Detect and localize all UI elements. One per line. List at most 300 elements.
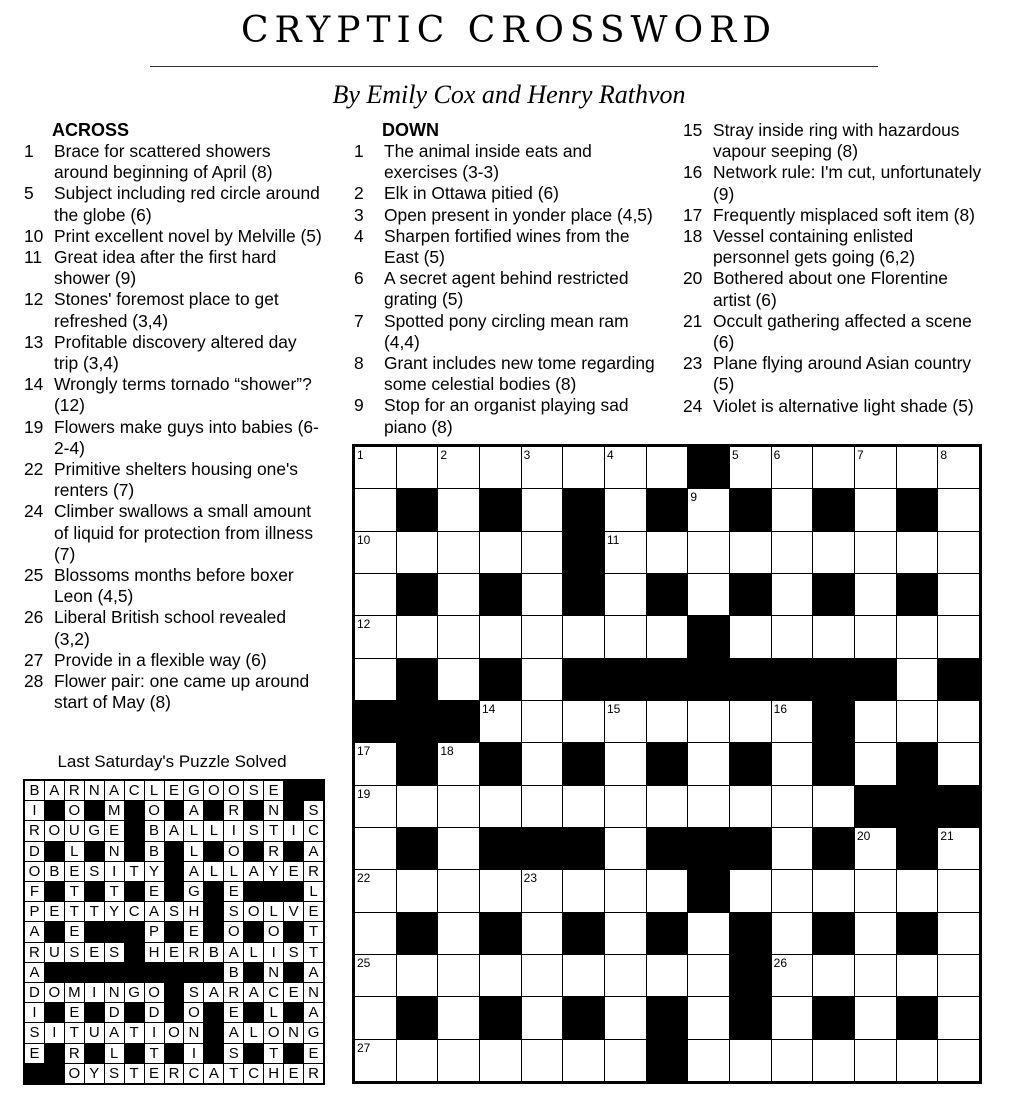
clue-text: Provide in a flexible way (6) — [54, 649, 267, 670]
grid-cell[interactable] — [647, 701, 688, 742]
grid-cell[interactable] — [688, 701, 729, 742]
grid-cell[interactable] — [438, 447, 479, 488]
grid-cell[interactable] — [522, 701, 563, 742]
grid-cell[interactable] — [647, 955, 688, 996]
solved-black-square — [244, 963, 263, 982]
grid-cell[interactable] — [605, 828, 646, 869]
grid-cell[interactable] — [688, 574, 729, 615]
grid-cell[interactable] — [688, 786, 729, 827]
black-square — [688, 870, 729, 911]
grid-cell[interactable] — [647, 616, 688, 657]
grid-cell[interactable] — [813, 870, 854, 911]
grid-cell[interactable] — [855, 1040, 896, 1081]
solved-black-square — [125, 1003, 144, 1022]
solved-letter-cell: S — [244, 821, 263, 840]
cell-number: 27 — [357, 1040, 371, 1055]
clue-number: 24 — [683, 395, 703, 416]
grid-cell[interactable] — [438, 532, 479, 573]
grid-cell[interactable] — [605, 616, 646, 657]
grid-cell[interactable] — [897, 1040, 938, 1081]
solved-black-square — [45, 801, 64, 820]
grid-cell[interactable] — [730, 447, 771, 488]
grid-cell[interactable] — [480, 870, 521, 911]
down-clue — [354, 311, 659, 353]
grid-cell[interactable] — [355, 616, 396, 657]
solved-letter-cell: I — [224, 821, 243, 840]
grid-cell[interactable] — [355, 997, 396, 1038]
grid-cell[interactable] — [772, 532, 813, 573]
grid-cell[interactable] — [355, 828, 396, 869]
grid-cell[interactable] — [522, 1040, 563, 1081]
cell-number: 6 — [773, 448, 781, 462]
solved-letter-cell: T — [65, 882, 84, 901]
down-clue — [683, 353, 983, 395]
down-clue — [683, 205, 983, 226]
solved-black-square — [45, 1044, 64, 1063]
solved-letter-cell: D — [145, 1003, 164, 1022]
cell-number: 4 — [607, 448, 614, 462]
solved-black-square — [284, 1003, 303, 1022]
solved-black-square — [244, 1044, 263, 1063]
grid-cell[interactable] — [688, 913, 729, 954]
grid-cell[interactable] — [730, 786, 771, 827]
solved-letter-cell: H — [184, 902, 203, 921]
clue-text: Vessel containing enlisted personnel gets going (6,2) — [713, 226, 916, 268]
across-clue — [24, 650, 324, 671]
grid-cell[interactable] — [355, 447, 396, 488]
solved-black-square — [284, 882, 303, 901]
black-square — [813, 659, 854, 700]
black-square — [813, 913, 854, 954]
grid-cell[interactable] — [855, 447, 896, 488]
grid-cell[interactable] — [563, 955, 604, 996]
grid-cell[interactable] — [522, 955, 563, 996]
clue-text: Bothered about one Florentine artist (6) — [713, 268, 948, 310]
grid-cell[interactable] — [438, 786, 479, 827]
grid-cell[interactable] — [355, 786, 396, 827]
clue-number: 23 — [683, 353, 703, 374]
grid-cell[interactable] — [438, 1040, 479, 1081]
grid-cell[interactable] — [397, 870, 438, 911]
grid-cell[interactable] — [772, 913, 813, 954]
solved-black-square — [45, 842, 64, 861]
across-clue — [24, 565, 324, 607]
grid-cell[interactable] — [563, 616, 604, 657]
solved-black-square — [165, 983, 184, 1002]
black-square — [522, 828, 563, 869]
grid-cell[interactable] — [355, 574, 396, 615]
solved-letter-cell: N — [184, 1023, 203, 1042]
solved-letter-cell: R — [25, 821, 44, 840]
solved-black-square — [125, 821, 144, 840]
grid-cell[interactable] — [397, 616, 438, 657]
grid-cell[interactable] — [897, 447, 938, 488]
grid-cell[interactable] — [397, 447, 438, 488]
solved-letter-cell: R — [264, 842, 283, 861]
grid-cell[interactable] — [897, 701, 938, 742]
black-square — [855, 786, 896, 827]
grid-cell[interactable] — [772, 828, 813, 869]
solved-letter-cell: E — [105, 821, 124, 840]
grid-cell[interactable] — [563, 786, 604, 827]
grid-cell[interactable] — [772, 701, 813, 742]
solved-letter-cell: O — [165, 1023, 184, 1042]
grid-cell[interactable] — [355, 1040, 396, 1081]
grid-cell[interactable] — [813, 532, 854, 573]
black-square — [563, 489, 604, 530]
grid-cell[interactable] — [813, 447, 854, 488]
grid-cell[interactable] — [438, 955, 479, 996]
grid-cell[interactable] — [855, 955, 896, 996]
solved-letter-cell: A — [165, 821, 184, 840]
grid-cell[interactable] — [772, 997, 813, 1038]
solved-letter-cell: L — [184, 842, 203, 861]
down-clue — [683, 311, 983, 353]
grid-cell[interactable] — [480, 786, 521, 827]
grid-cell[interactable] — [938, 616, 979, 657]
solved-letter-cell: E — [284, 862, 303, 881]
grid-cell[interactable] — [605, 786, 646, 827]
solved-puzzle-title: Last Saturday's Puzzle Solved — [57, 752, 287, 771]
grid-cell[interactable] — [605, 743, 646, 784]
grid-cell[interactable] — [522, 743, 563, 784]
across-clue — [24, 374, 324, 416]
grid-cell[interactable] — [772, 447, 813, 488]
grid-cell[interactable] — [480, 955, 521, 996]
clue-number: 28 — [24, 671, 44, 692]
grid-cell[interactable] — [730, 616, 771, 657]
solved-letter-cell: O — [45, 821, 64, 840]
clue-text: Flower pair: one came up around start of May (8) — [54, 671, 310, 713]
black-square — [397, 997, 438, 1038]
grid-cell[interactable] — [605, 447, 646, 488]
solved-letter-cell: C — [184, 1064, 203, 1083]
solved-letter-cell: E — [224, 1003, 243, 1022]
grid-cell[interactable] — [522, 574, 563, 615]
solved-letter-cell: S — [65, 943, 84, 962]
grid-cell[interactable] — [938, 997, 979, 1038]
cell-number: 3 — [523, 448, 531, 462]
solved-letter-cell: S — [224, 902, 243, 921]
solved-black-square — [304, 781, 323, 800]
grid-cell[interactable] — [397, 955, 438, 996]
solved-black-square — [65, 963, 84, 982]
grid-cell[interactable] — [438, 659, 479, 700]
grid-cell[interactable] — [522, 447, 563, 488]
grid-cell[interactable] — [855, 870, 896, 911]
grid-cell[interactable] — [522, 870, 563, 911]
solved-letter-cell: N — [105, 842, 124, 861]
across-heading: ACROSS — [52, 120, 130, 140]
solved-letter-cell: I — [25, 1003, 44, 1022]
solved-black-square — [204, 902, 223, 921]
solved-letter-cell: R — [304, 862, 323, 881]
grid-cell[interactable] — [480, 447, 521, 488]
grid-cell[interactable] — [522, 786, 563, 827]
grid-cell[interactable] — [605, 701, 646, 742]
solved-black-square — [284, 842, 303, 861]
solved-letter-cell: E — [145, 1064, 164, 1083]
grid-cell[interactable] — [897, 955, 938, 996]
grid-cell[interactable] — [938, 743, 979, 784]
grid-cell[interactable] — [897, 532, 938, 573]
cell-number: 11 — [607, 532, 620, 547]
solved-letter-cell: S — [244, 781, 263, 800]
grid-cell[interactable] — [772, 574, 813, 615]
solved-black-square — [85, 882, 104, 901]
solved-letter-cell: D — [105, 1003, 124, 1022]
down-clue — [354, 183, 659, 204]
clue-number: 2 — [354, 183, 364, 204]
cell-number: 5 — [732, 448, 739, 462]
grid-cell[interactable] — [522, 616, 563, 657]
grid-cell[interactable] — [938, 955, 979, 996]
solved-letter-cell: I — [284, 821, 303, 840]
grid-cell[interactable] — [813, 786, 854, 827]
grid-cell[interactable] — [772, 955, 813, 996]
solved-letter-cell: O — [264, 922, 283, 941]
grid-cell[interactable] — [605, 574, 646, 615]
grid-cell[interactable] — [397, 786, 438, 827]
grid-cell[interactable] — [522, 659, 563, 700]
grid-cell[interactable] — [772, 489, 813, 530]
grid-cell[interactable] — [438, 870, 479, 911]
grid-cell[interactable] — [938, 828, 979, 869]
clue-text: Flowers make guys into babies (6-2-4) — [54, 416, 319, 458]
solved-letter-cell: L — [264, 902, 283, 921]
solved-black-square — [45, 1003, 64, 1022]
grid-cell[interactable] — [730, 701, 771, 742]
grid-cell[interactable] — [480, 1040, 521, 1081]
grid-cell[interactable] — [938, 913, 979, 954]
solved-letter-cell: S — [165, 902, 184, 921]
grid-cell[interactable] — [938, 574, 979, 615]
grid-cell[interactable] — [688, 1040, 729, 1081]
solved-letter-cell: G — [304, 1023, 323, 1042]
clue-number: 13 — [24, 331, 44, 352]
black-square — [563, 828, 604, 869]
grid-cell[interactable] — [938, 489, 979, 530]
grid-cell[interactable] — [438, 616, 479, 657]
grid-cell[interactable] — [605, 997, 646, 1038]
black-square — [563, 997, 604, 1038]
clue-number: 14 — [24, 374, 44, 395]
black-square — [897, 786, 938, 827]
grid-cell[interactable] — [605, 532, 646, 573]
grid-cell[interactable] — [522, 997, 563, 1038]
clue-text: Occult gathering affected a scene (6) — [713, 310, 972, 353]
grid-cell[interactable] — [688, 955, 729, 996]
grid-cell[interactable] — [605, 489, 646, 530]
grid-cell[interactable] — [563, 1040, 604, 1081]
black-square — [897, 828, 938, 869]
solved-letter-cell: T — [65, 1023, 84, 1042]
black-square — [397, 489, 438, 530]
grid-cell[interactable] — [355, 659, 396, 700]
solved-letter-cell: T — [125, 1064, 144, 1083]
grid-cell[interactable] — [855, 828, 896, 869]
grid-cell[interactable] — [355, 870, 396, 911]
grid-cell[interactable] — [813, 1040, 854, 1081]
clue-number: 5 — [24, 183, 34, 204]
black-square — [813, 489, 854, 530]
solved-letter-cell: N — [284, 1023, 303, 1042]
clue-text: Spotted pony circling mean ram (4,4) — [384, 310, 629, 352]
clue-number: 25 — [24, 565, 44, 586]
grid-cell[interactable] — [938, 1040, 979, 1081]
solved-black-square — [204, 882, 223, 901]
solved-letter-cell: O — [224, 842, 243, 861]
grid-cell[interactable] — [938, 870, 979, 911]
grid-cell[interactable] — [397, 1040, 438, 1081]
grid-cell[interactable] — [813, 955, 854, 996]
grid-cell[interactable] — [480, 701, 521, 742]
grid-cell[interactable] — [397, 532, 438, 573]
solved-black-square — [204, 801, 223, 820]
grid-cell[interactable] — [605, 913, 646, 954]
grid-cell[interactable] — [605, 870, 646, 911]
grid-cell[interactable] — [772, 616, 813, 657]
grid-cell[interactable] — [438, 574, 479, 615]
solved-letter-cell: G — [184, 781, 203, 800]
black-square — [813, 743, 854, 784]
solved-letter-cell: R — [184, 943, 203, 962]
grid-cell[interactable] — [688, 532, 729, 573]
grid-cell[interactable] — [938, 701, 979, 742]
cell-number: 1 — [357, 448, 364, 462]
grid-cell[interactable] — [897, 659, 938, 700]
down-clue — [354, 205, 659, 226]
grid-cell[interactable] — [688, 743, 729, 784]
grid-cell[interactable] — [480, 532, 521, 573]
clue-number: 11 — [24, 247, 43, 268]
grid-cell[interactable] — [355, 913, 396, 954]
grid-cell[interactable] — [605, 955, 646, 996]
solved-letter-cell: D — [25, 842, 44, 861]
grid-cell[interactable] — [938, 532, 979, 573]
grid-cell[interactable] — [522, 532, 563, 573]
across-clue — [24, 289, 324, 331]
black-square — [730, 913, 771, 954]
grid-cell[interactable] — [355, 489, 396, 530]
grid-cell[interactable] — [605, 1040, 646, 1081]
clue-text: Climber swallows a small amount of liquid for protection from illness (7) — [54, 501, 314, 564]
black-square — [647, 743, 688, 784]
solved-letter-cell: I — [184, 1044, 203, 1063]
grid-cell[interactable] — [855, 743, 896, 784]
grid-cell[interactable] — [772, 786, 813, 827]
grid-cell[interactable] — [938, 447, 979, 488]
solved-letter-cell: L — [65, 842, 84, 861]
grid-cell[interactable] — [438, 997, 479, 1038]
grid-cell[interactable] — [772, 870, 813, 911]
grid-cell[interactable] — [438, 913, 479, 954]
grid-cell[interactable] — [772, 1040, 813, 1081]
grid-cell[interactable] — [730, 1040, 771, 1081]
solved-letter-cell: S — [304, 801, 323, 820]
down-clues-column-1 — [354, 120, 659, 438]
down-clue — [354, 226, 659, 268]
grid-cell[interactable] — [688, 489, 729, 530]
grid-cell[interactable] — [647, 870, 688, 911]
grid-cell[interactable] — [355, 743, 396, 784]
grid-cell[interactable] — [522, 489, 563, 530]
grid-cell[interactable] — [855, 913, 896, 954]
grid-cell[interactable] — [855, 997, 896, 1038]
down-heading: DOWN — [382, 120, 439, 140]
solved-letter-cell: L — [204, 862, 223, 881]
clue-text: Blossoms months before boxer Leon (4,5) — [54, 565, 294, 607]
grid-cell[interactable] — [813, 616, 854, 657]
black-square — [397, 743, 438, 784]
solved-black-square — [244, 882, 263, 901]
grid-cell[interactable] — [647, 447, 688, 488]
grid-cell[interactable] — [647, 532, 688, 573]
grid-cell[interactable] — [730, 870, 771, 911]
solved-letter-cell: A — [204, 1064, 223, 1083]
grid-cell[interactable] — [563, 701, 604, 742]
across-clue — [24, 332, 324, 374]
solved-black-square — [85, 963, 104, 982]
solved-black-square — [165, 882, 184, 901]
grid-cell[interactable] — [647, 786, 688, 827]
solved-letter-cell: O — [224, 781, 243, 800]
grid-cell[interactable] — [438, 489, 479, 530]
grid-cell[interactable] — [855, 701, 896, 742]
black-square — [647, 828, 688, 869]
grid-cell[interactable] — [480, 616, 521, 657]
black-square — [480, 489, 521, 530]
solved-letter-cell: A — [184, 801, 203, 820]
grid-cell[interactable] — [522, 913, 563, 954]
solved-letter-cell: T — [145, 1044, 164, 1063]
black-square — [647, 1040, 688, 1081]
solved-letter-cell: S — [284, 943, 303, 962]
grid-cell[interactable] — [438, 743, 479, 784]
grid-cell[interactable] — [355, 955, 396, 996]
clue-number: 22 — [24, 459, 44, 480]
black-square — [355, 701, 396, 742]
solved-letter-cell: I — [45, 1023, 64, 1042]
clue-text: Frequently misplaced soft item (8) — [713, 204, 975, 225]
grid-cell[interactable] — [855, 489, 896, 530]
solved-black-square — [244, 1003, 263, 1022]
solved-black-square — [204, 1003, 223, 1022]
grid-cell[interactable] — [730, 532, 771, 573]
grid-cell[interactable] — [563, 447, 604, 488]
solved-black-square — [244, 801, 263, 820]
black-square — [688, 828, 729, 869]
grid-cell[interactable] — [438, 828, 479, 869]
solved-letter-cell: I — [145, 1023, 164, 1042]
clue-number: 20 — [683, 268, 703, 289]
cell-number: 19 — [357, 786, 371, 801]
grid-cell[interactable] — [897, 616, 938, 657]
grid-cell[interactable] — [563, 870, 604, 911]
solved-letter-cell: T — [65, 902, 84, 921]
grid-cell[interactable] — [855, 574, 896, 615]
crossword-grid — [352, 444, 982, 1084]
solved-letter-cell: A — [204, 983, 223, 1002]
solved-black-square — [85, 842, 104, 861]
grid-cell[interactable] — [355, 532, 396, 573]
grid-cell[interactable] — [772, 743, 813, 784]
solved-letter-cell: U — [65, 821, 84, 840]
grid-cell[interactable] — [855, 616, 896, 657]
grid-cell[interactable] — [897, 870, 938, 911]
grid-cell[interactable] — [855, 532, 896, 573]
grid-cell[interactable] — [688, 997, 729, 1038]
